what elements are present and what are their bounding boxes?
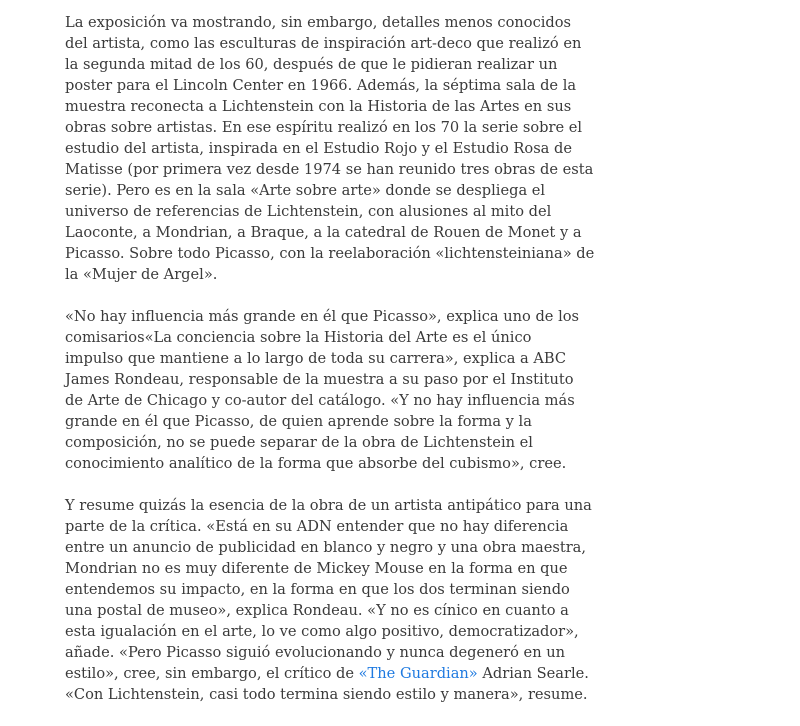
paragraph-1	[65, 12, 595, 285]
the-guardian-link[interactable]: «The Guardian»	[358, 665, 478, 682]
text-line: composición, no se puede separar de la obra de Lichtenstein el	[65, 434, 533, 451]
text-line: grande en él que Picasso, de quien aprende sobre la forma y la	[65, 413, 532, 430]
text-line: entendemos su impacto, en la forma en que los dos terminan siendo	[65, 581, 570, 598]
text-line: estudio del artista, inspirada en el Estudio Rojo y el Estudio Rosa de	[65, 140, 573, 157]
text-line: esta igualación en el arte, lo ve como algo positivo, democratizador»,	[65, 623, 579, 640]
text-line: conocimiento analítico de la forma que absorbe del cubismo», cree.	[65, 455, 567, 472]
text-line: una postal de museo», explica Rondeau. «Y no es cínico en cuanto a	[65, 602, 569, 619]
text-line: la «Mujer de Argel».	[65, 266, 218, 283]
text-line: estilo», cree, sin embargo, el crítico de «The Guardian» Adrian Searle.	[65, 665, 589, 682]
text-line: universo de referencias de Lichtenstein, con alusiones al mito del	[65, 203, 552, 220]
text-line: Y resume quizás la esencia de la obra de un artista antipático para una	[65, 497, 592, 514]
text-line: entre un anuncio de publicidad en blanco y negro y una obra maestra,	[65, 539, 587, 556]
text-line: impulso que mantiene a lo largo de toda su carrera», explica a ABC	[65, 350, 567, 367]
text-line: del artista, como las esculturas de inspiración art-deco que realizó en	[65, 35, 582, 52]
text-line: añade. «Pero Picasso siguió evolucionando y nunca degeneró en un	[65, 644, 566, 661]
text-line: muestra reconecta a Lichtenstein con la Historia de las Artes en sus	[65, 98, 572, 115]
text-line: poster para el Lincoln Center en 1966. Además, la séptima sala de la	[65, 77, 577, 94]
paragraph-3	[65, 495, 592, 705]
text-line: James Rondeau, responsable de la muestra a su paso por el Instituto	[65, 371, 574, 388]
paragraph-2	[65, 306, 580, 474]
text-line: serie). Pero es en la sala «Arte sobre arte» donde se despliega el	[65, 182, 546, 199]
text-line: de Arte de Chicago y co-autor del catálogo. «Y no hay influencia más	[65, 392, 575, 409]
text-line: «Con Lichtenstein, casi todo termina siendo estilo y manera», resume.	[65, 686, 588, 703]
text-line: Laoconte, a Mondrian, a Braque, a la catedral de Rouen de Monet y a	[65, 224, 582, 241]
text-line: La exposición va mostrando, sin embargo, detalles menos conocidos	[65, 14, 572, 31]
text-line: comisarios«La conciencia sobre la Historia del Arte es el único	[65, 329, 532, 346]
text-line: parte de la crítica. «Está en su ADN entender que no hay diferencia	[65, 518, 569, 535]
text-line: Matisse (por primera vez desde 1974 se han reunido tres obras de esta	[65, 161, 594, 178]
text-line: la segunda mitad de los 60, después de que le pidieran realizar un	[65, 56, 558, 73]
text-line: «No hay influencia más grande en él que Picasso», explica uno de los	[65, 308, 580, 325]
text-line: Picasso. Sobre todo Picasso, con la reelaboración «lichtensteiniana» de	[65, 245, 595, 262]
text-line: Mondrian no es muy diferente de Mickey Mouse en la forma en que	[65, 560, 568, 577]
text-line: obras sobre artistas. En ese espíritu realizó en los 70 la serie sobre el	[65, 119, 583, 136]
article-body	[65, 12, 595, 726]
